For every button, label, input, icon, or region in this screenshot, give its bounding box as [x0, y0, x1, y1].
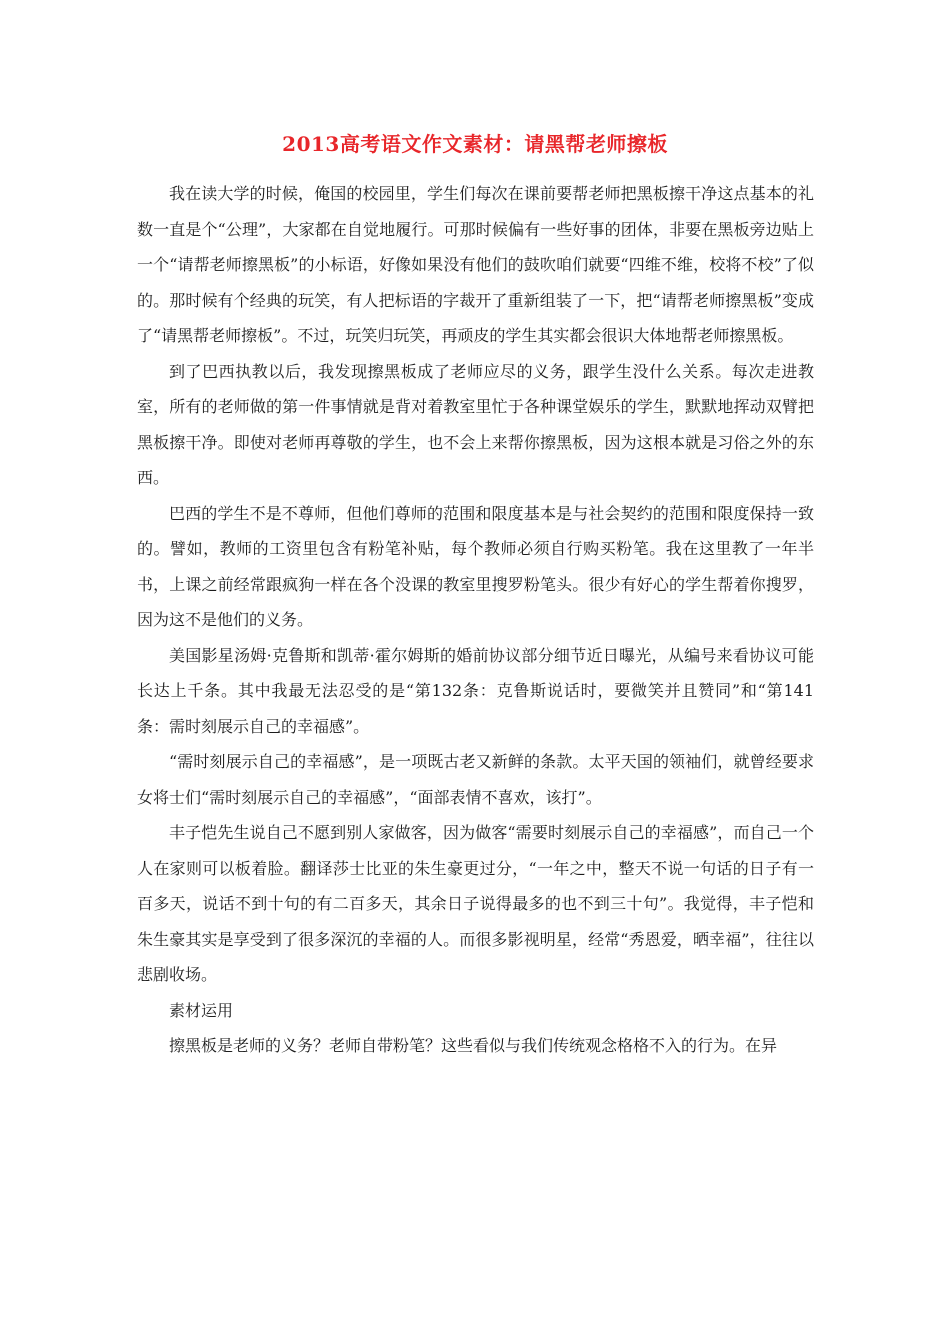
paragraph: “需时刻展示自己的幸福感”，是一项既古老又新鲜的条款。太平天国的领袖们，就曾经要求女将士们“需时刻展示自己的幸福感”，“面部表情不喜欢，该打”。: [137, 752, 814, 807]
paragraph: 丰子恺先生说自己不愿到别人家做客，因为做客“需要时刻展示自己的幸福感”，而自己一个人在家则可以板着脸。翻译莎士比亚的朱生豪更过分，“一年之中，整天不说一句话的日子有一百多天，说话不到十句的有二百多天，其余日子说得最多的也不到三十句”。我觉得，丰子恺和朱生豪其实是享受到了很多深沉的幸福的人。而很多影视明星，经常“秀恩爱，晒幸福”，往往以悲剧收场。: [137, 823, 814, 984]
section-heading: 素材运用: [169, 1000, 234, 1020]
paragraph: 美国影星汤姆·克鲁斯和凯蒂·霍尔姆斯的婚前协议部分细节近日曝光，从编号来看协议可能长达上千条。其中我最无法忍受的是“第132条：克鲁斯说话时，要微笑并且赞同”和“第141条：需时刻展示自己的幸福感”。: [137, 645, 814, 736]
paragraph: 巴西的学生不是不尊师，但他们尊师的范围和限度基本是与社会契约的范围和限度保持一致的。譬如，教师的工资里包含有粉笔补贴，每个教师必须自行购买粉笔。我在这里教了一年半书，上课之前经常跟疯狗一样在各个没课的教室里搜罗粉笔头。很少有好心的学生帮着你搜罗，因为这不是他们的义务。: [137, 503, 814, 629]
document-body: [137, 176, 814, 1064]
paragraph: 到了巴西执教以后，我发现擦黑板成了老师应尽的义务，跟学生没什么关系。每次走进教室，所有的老师做的第一件事情就是背对着教室里忙于各种课堂娱乐的学生，默默地挥动双臂把黑板擦干净。即使对老师再尊敬的学生，也不会上来帮你擦黑板，因为这根本就是习俗之外的东西。: [137, 361, 814, 487]
document-title: 2013高考语文作文素材：请黑帮老师擦板: [282, 132, 668, 156]
paragraph: 擦黑板是老师的义务？老师自带粉笔？这些看似与我们传统观念格格不入的行为。在异: [169, 1036, 778, 1055]
paragraph: 我在读大学的时候，俺国的校园里，学生们每次在课前要帮老师把黑板擦干净这点基本的礼数一直是个“公理”，大家都在自觉地履行。可那时候偏有一些好事的团体，非要在黑板旁边贴上一个“请帮老师擦黑板”的小标语，好像如果没有他们的鼓吹咱们就要“四维不维，校将不校”了似的。那时候有个经典的玩笑，有人把标语的字裁开了重新组装了一下，把“请帮老师擦黑板”变成了“请黑帮老师擦板”。不过，玩笑归玩笑，再顽皮的学生其实都会很识大体地帮老师擦黑板。: [137, 184, 814, 345]
